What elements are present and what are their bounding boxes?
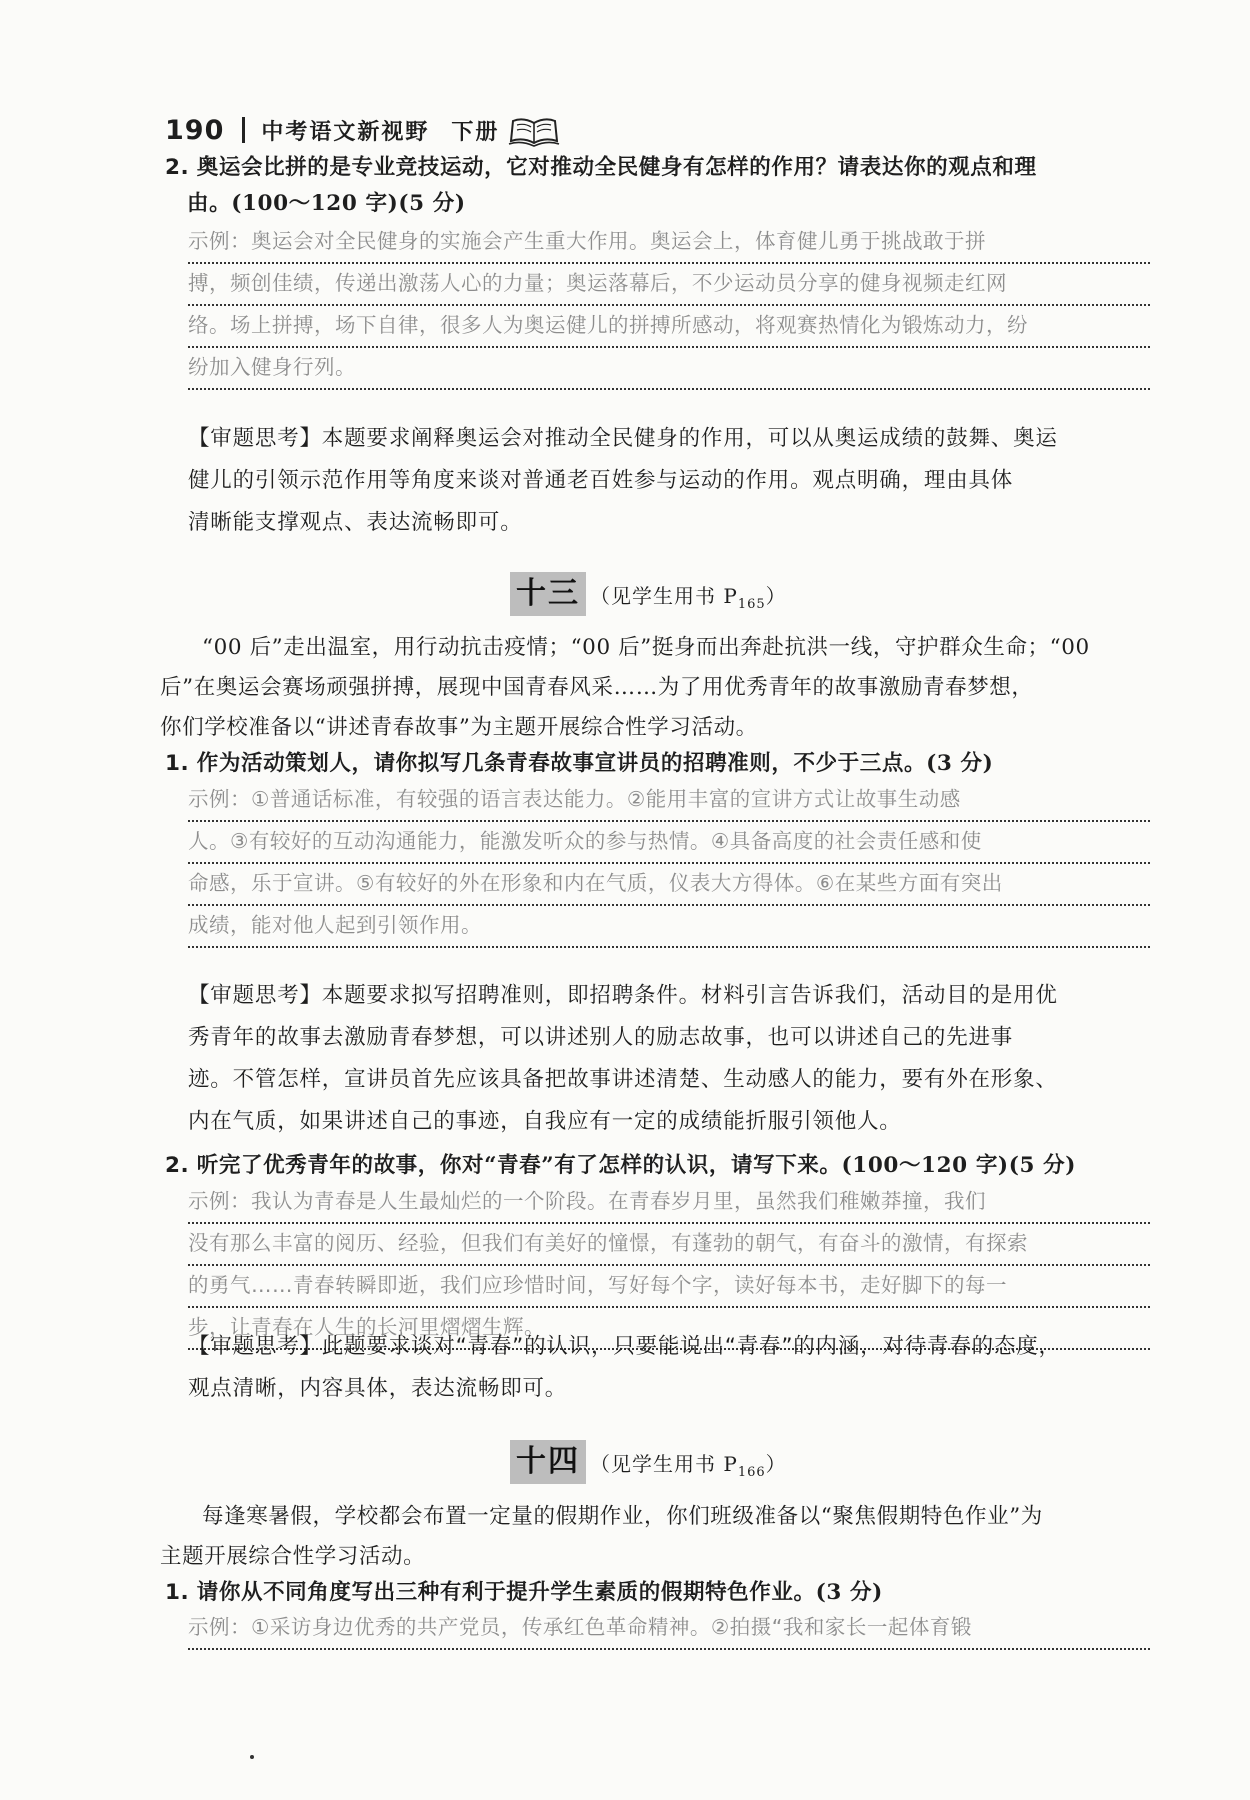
book-title: 中考语文新视野 [261,119,430,145]
question-12-2 [165,150,1145,222]
answer-line: 示例：我认为青春是人生最灿烂的一个阶段。在青春岁月里，虽然我们稚嫩莽撞，我们 [188,1182,1150,1224]
question-text: 奥运会比拼的是专业竞技运动，它对推动全民健身有怎样的作用？请表达你的观点和理 [196,155,1037,180]
analysis-line: 内在气质，如果讲述自己的事迹，自我应有一定的成绩能折服引领他人。 [188,1109,902,1134]
answer-line: 成绩，能对他人起到引领作用。 [188,906,1150,948]
question-text: 作为活动策划人，请你拟写几条青春故事宣讲员的招聘准则，不少于三点。(3 分) [196,751,994,776]
analysis-13-2 [188,1326,1150,1410]
question-number: 2. [165,1153,190,1178]
answer-line: 没有那么丰富的阅历、经验，但我们有美好的憧憬，有蓬勃的朝气，有奋斗的激情，有探索 [188,1224,1150,1266]
analysis-line: 健儿的引领示范作用等角度来谈对普通老百姓参与运动的作用。观点明确，理由具体 [188,468,1014,493]
answer-line: 的勇气……青春转瞬即逝，我们应珍惜时间，写好每个字，读好每本书，走好脚下的每一 [188,1266,1150,1308]
answer-line: 步，让青春在人生的长河里熠熠生辉。 [188,1308,1150,1350]
section-13-intro [160,628,1150,748]
header-divider [242,117,245,143]
answer-13-2 [188,1182,1150,1350]
question-text: 听完了优秀青年的故事，你对“青春”有了怎样的认识，请写下来。(100～120 字)(5 分) [196,1153,1076,1178]
analysis-13-1 [188,975,1150,1143]
section-label: 十三 [510,572,586,616]
question-text: 请你从不同角度写出三种有利于提升学生素质的假期特色作业。(3 分) [196,1580,883,1605]
answer-line: 示例：①普通话标准，有较强的语言表达能力。②能用丰富的宣讲方式让故事生动感 [188,780,1150,822]
intro-line: 主题开展综合性学习活动。 [160,1544,426,1569]
analysis-line: 【审题思考】此题要求谈对“青春”的认识，只要能说出“青春”的内涵，对待青春的态度， [188,1334,1061,1359]
answer-line: 命感，乐于宣讲。⑤有较好的外在形象和内在气质，仪表大方得体。⑥在某些方面有突出 [188,864,1150,906]
question-number: 2. [165,155,190,180]
page-header [165,110,561,150]
analysis-line: 清晰能支撑观点、表达流畅即可。 [188,510,523,535]
analysis-12-2 [188,418,1150,544]
answer-line: 示例：奥运会对全民健身的实施会产生重大作用。奥运会上，体育健儿勇于挑战敢于拼 [188,222,1150,264]
intro-line: 你们学校准备以“讲述青春故事”为主题开展综合性学习活动。 [160,715,758,740]
answer-line: 示例：①采访身边优秀的共产党员，传承红色革命精神。②拍摄“我和家长一起体育锻 [188,1608,1150,1650]
intro-line: 每逢寒暑假，学校都会布置一定量的假期作业，你们班级准备以“聚焦假期特色作业”为 [202,1504,1043,1529]
section-14-heading [510,1440,787,1484]
page-speck [250,1755,254,1759]
question-13-1 [165,746,1145,782]
book-volume: 下册 [451,119,500,145]
section-reference: （见学生用书 $P_{166}$） [590,1452,787,1480]
book-icon [507,113,561,147]
answer-13-1 [188,780,1150,948]
answer-14-1 [188,1608,1150,1650]
question-13-2 [165,1148,1145,1184]
answer-line: 人。③有较好的互动沟通能力，能激发听众的参与热情。④具备高度的社会责任感和使 [188,822,1150,864]
analysis-line: 秀青年的故事去激励青春梦想，可以讲述别人的励志故事，也可以讲述自己的先进事 [188,1025,1014,1050]
analysis-line: 迹。不管怎样，宣讲员首先应该具备把故事讲述清楚、生动感人的能力，要有外在形象、 [188,1067,1058,1092]
question-14-1 [165,1575,1145,1611]
section-label: 十四 [510,1440,586,1484]
answer-line: 纷加入健身行列。 [188,348,1150,390]
section-14-intro [160,1497,1150,1577]
page-number: 190 [165,114,225,146]
section-reference: （见学生用书 $P_{165}$） [590,584,787,612]
question-number: 1. [165,1580,190,1605]
analysis-line: 【审题思考】本题要求阐释奥运会对推动全民健身的作用，可以从奥运成绩的鼓舞、奥运 [188,426,1058,451]
answer-line: 络。场上拼搏，场下自律，很多人为奥运健儿的拼搏所感动，将观赛热情化为锻炼动力，纷 [188,306,1150,348]
question-text: 由。(100～120 字)(5 分) [187,191,466,216]
answer-12-2 [188,222,1150,390]
question-number: 1. [165,751,190,776]
section-13-heading [510,572,787,616]
answer-line: 搏，频创佳绩，传递出激荡人心的力量；奥运落幕后，不少运动员分享的健身视频走红网 [188,264,1150,306]
intro-line: 后”在奥运会赛场顽强拼搏，展现中国青春风采……为了用优秀青年的故事激励青春梦想， [160,675,1034,700]
analysis-line: 观点清晰，内容具体，表达流畅即可。 [188,1376,568,1401]
analysis-line: 【审题思考】本题要求拟写招聘准则，即招聘条件。材料引言告诉我们，活动目的是用优 [188,983,1058,1008]
intro-line: “00 后”走出温室，用行动抗击疫情；“00 后”挺身而出奔赴抗洪一线，守护群众生命；“00 [202,635,1090,660]
